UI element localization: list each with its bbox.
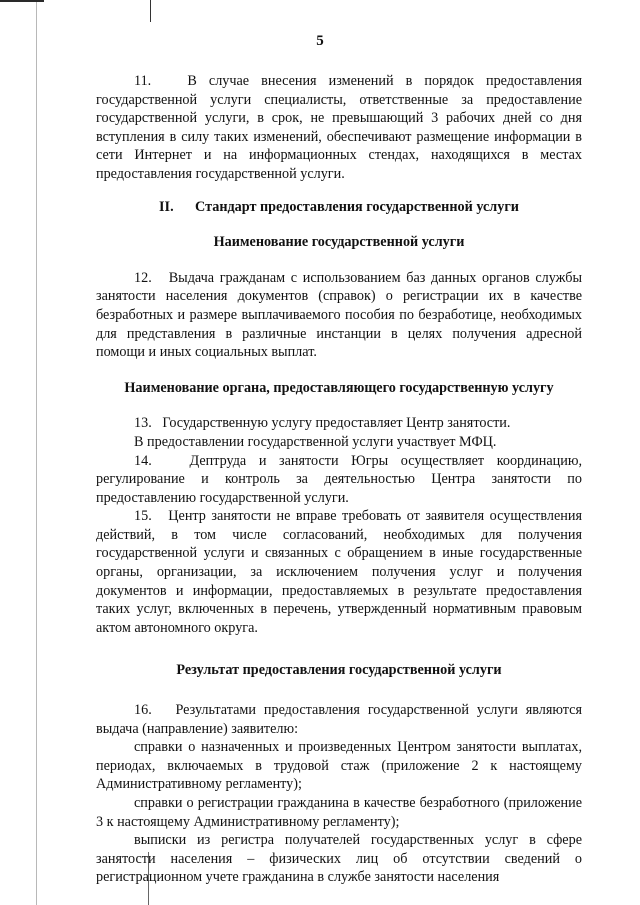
paragraph-13a: 13. Государственную услугу предоставляет Центр занятости. bbox=[134, 415, 511, 432]
section-title: Стандарт предоставления государственной услуги bbox=[195, 198, 519, 215]
section-number: II. bbox=[159, 198, 174, 215]
scan-top-mark bbox=[150, 0, 151, 22]
paragraph-11: 11. В случае внесения изменений в порядок предоставления государственной услуги специалисты, ответственные за предоставление государственной услуги, в срок, не превышающий 3 рабочих дней со дня вступления в силу таких изменений, обеспечивают размещение информации в сети Интернет и на информационных стендах, находящихся в местах предоставления государственной услуги. bbox=[96, 73, 582, 182]
heading-service-name: Наименование государственной услуги bbox=[213, 234, 465, 251]
heading-result: Результат предоставления государственной услуги bbox=[176, 662, 502, 679]
paragraph-13b: В предоставлении государственной услуги участвует МФЦ. bbox=[134, 433, 497, 450]
result-item-2: справки о регистрации гражданина в качестве безработного (приложение 3 к настоящему Административному регламенту); bbox=[96, 795, 582, 830]
paragraph-14: 14. Дептруда и занятости Югры осуществляет координацию, регулирование и контроль за деятельностью Центра занятости по предоставлению государственной услуги. bbox=[96, 452, 582, 506]
document-body bbox=[96, 72, 582, 887]
page-number: 5 bbox=[316, 33, 324, 49]
paragraph-12: 12. Выдача гражданам с использованием баз данных органов службы занятости населения документов (справок) о регистрации их в качестве безработных и размере выплачиваемого пособия по безработице, необходимых для представления в различные инстанции в целях получения адресной помощи и иных социальных выплат. bbox=[96, 269, 582, 361]
section-heading bbox=[96, 198, 582, 217]
paragraph-16: 16. Результатами предоставления государственной услуги являются выдача (направление) заявителю: bbox=[96, 702, 582, 737]
result-item-1: справки о назначенных и произведенных Центром занятости выплатах, периодах, включаемых в трудовой стаж (приложение 2 к настоящему Административному регламенту); bbox=[96, 739, 582, 793]
paragraph-15: 15. Центр занятости не вправе требовать от заявителя осуществления действий, в том числе согласований, необходимых для получения государственной услуги и связанных с обращением в иные государственные органы, организации, за исключением получения услуг и получения документов и информации, предоставляемых в результате предоставления таких услуг, включенных в перечень, утвержденный нормативным правовым актом автономного округа. bbox=[96, 508, 582, 636]
scan-edge-line bbox=[36, 0, 37, 905]
result-item-3: выписки из регистра получателей государственных услуг в сфере занятости населения – физических лиц об отсутствии сведений о регистрационном учете гражданина в службе занятости населения bbox=[96, 832, 582, 886]
scan-edge-mark bbox=[0, 0, 44, 2]
heading-agency: Наименование органа, предоставляющего государственную услугу bbox=[124, 379, 554, 396]
